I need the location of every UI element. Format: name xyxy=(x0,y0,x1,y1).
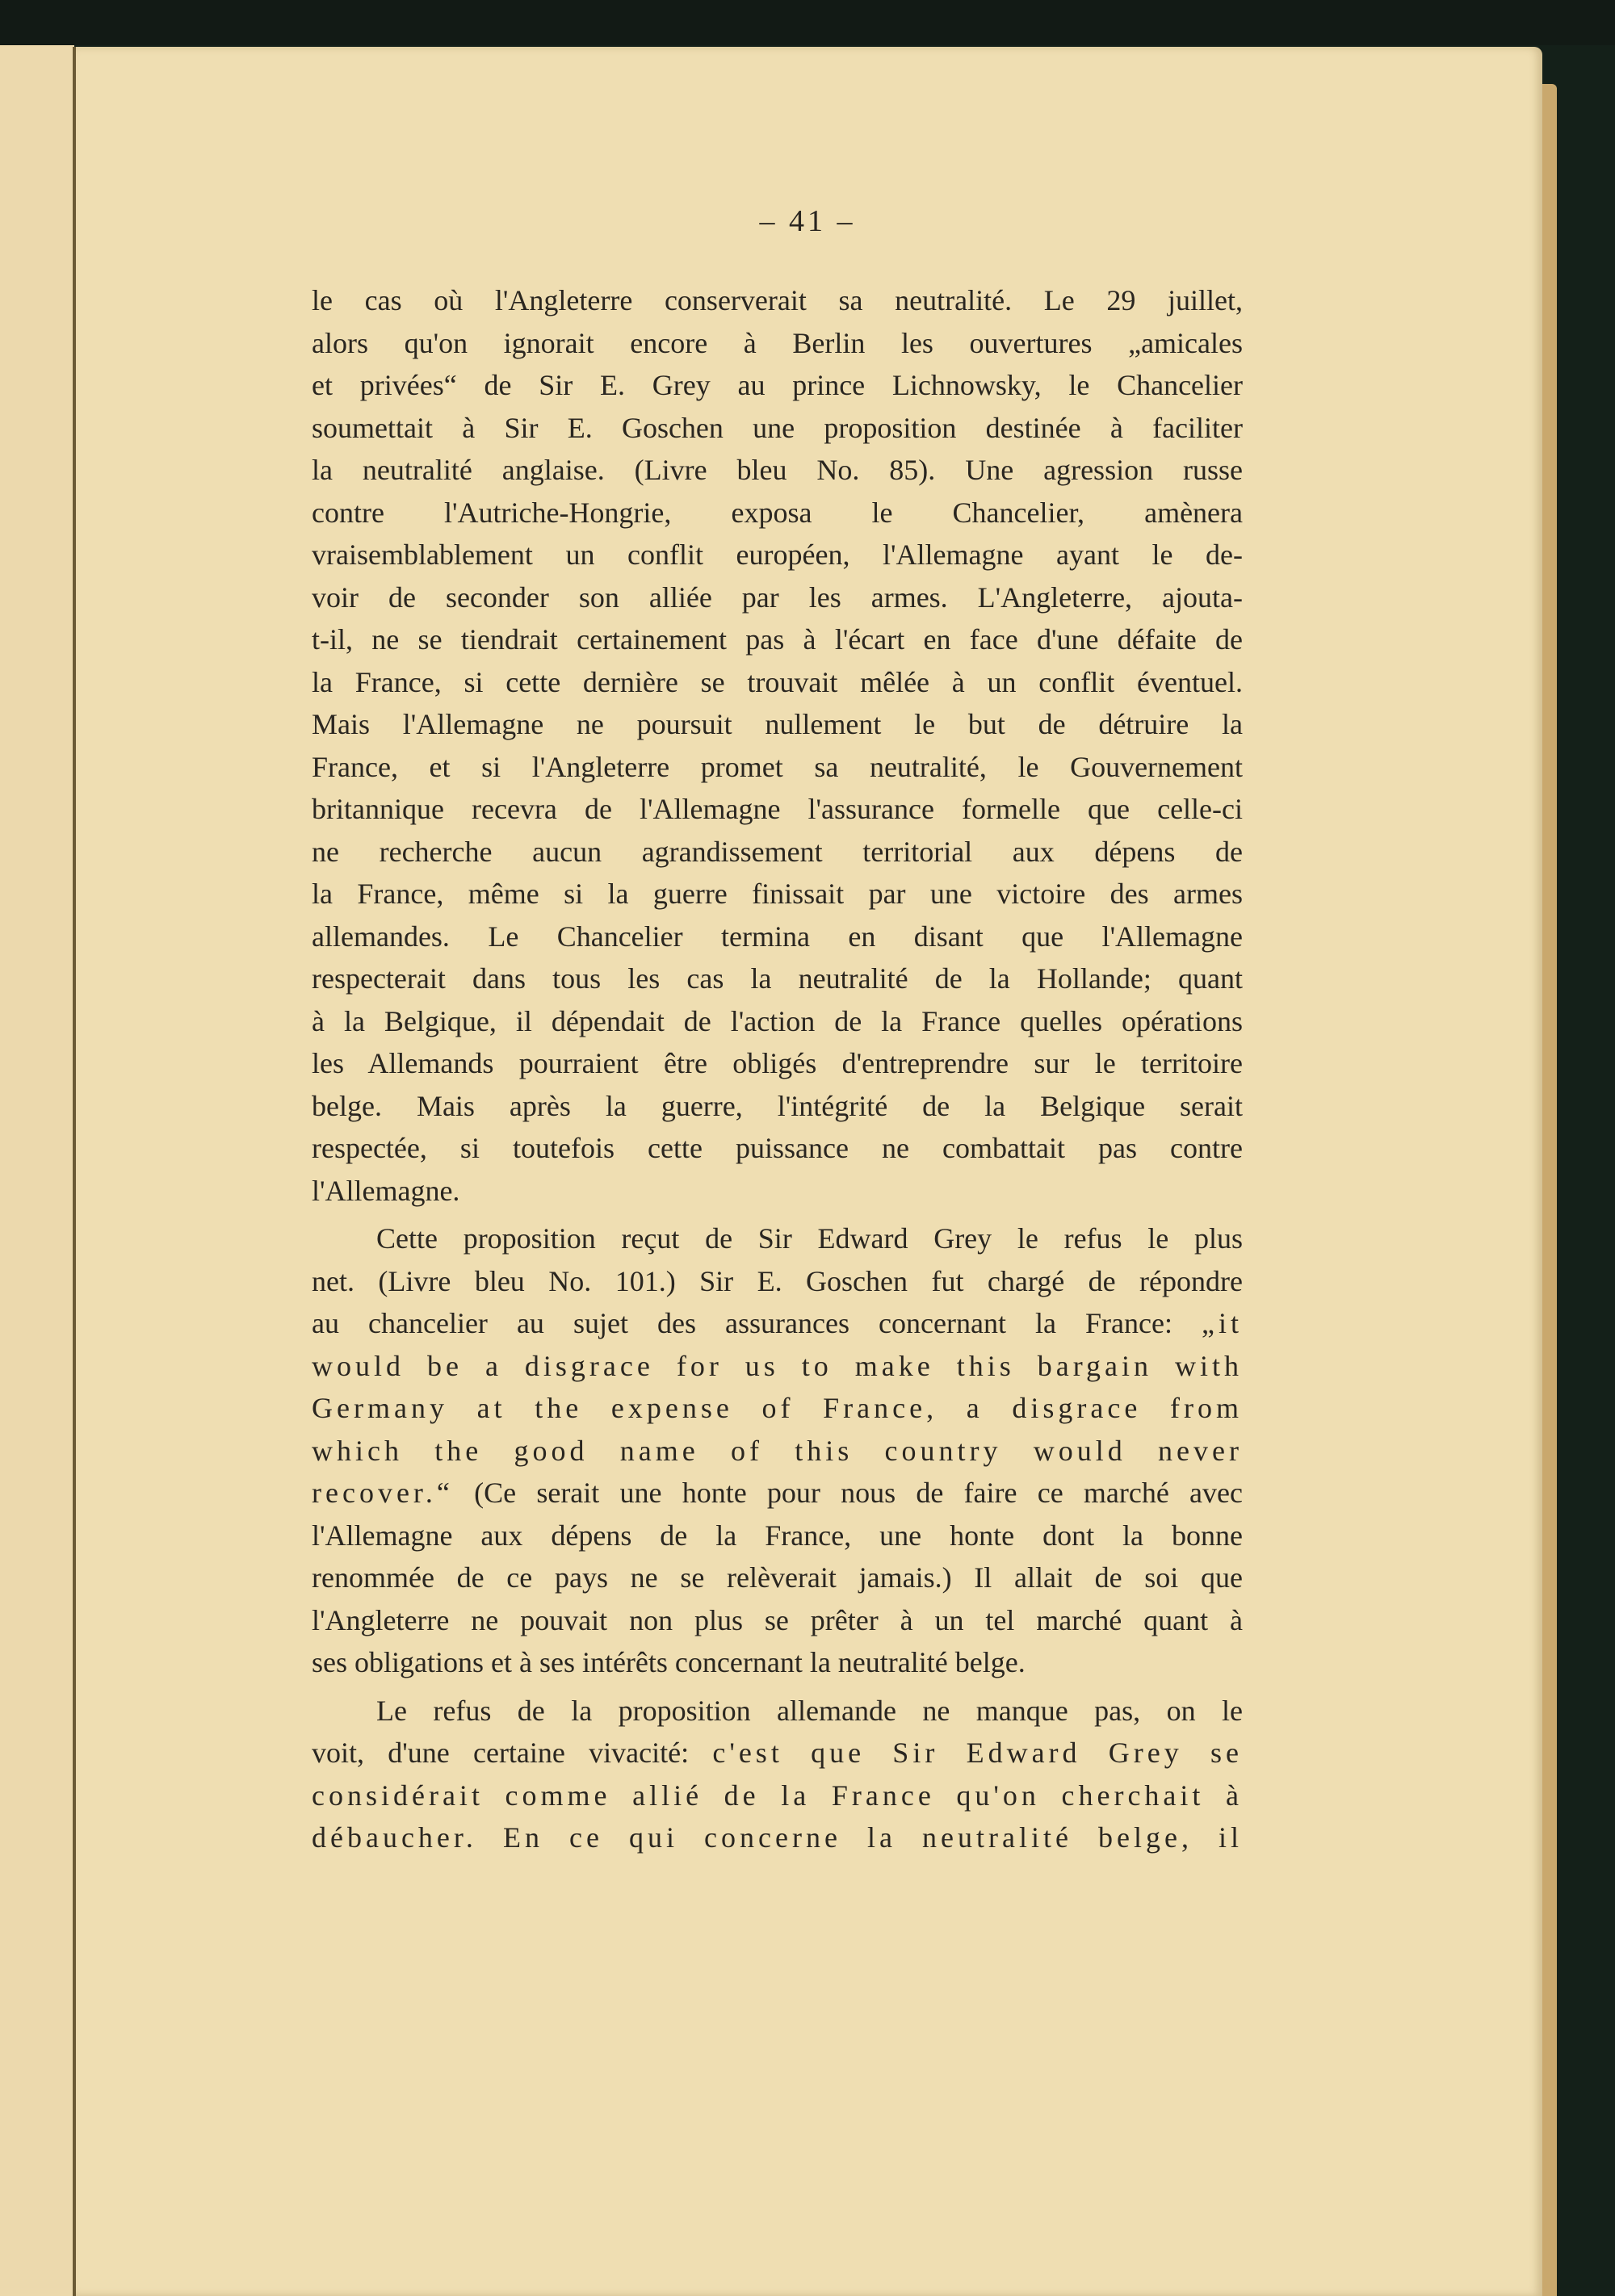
text-line xyxy=(312,703,1243,746)
spaced-text-segment: recover.“ xyxy=(312,1477,454,1509)
text-line xyxy=(312,1690,1243,1732)
text-line xyxy=(312,618,1243,661)
paragraph xyxy=(312,1217,1243,1684)
text-segment: Le refus de la proposition allemande ne manque pas, on le xyxy=(376,1694,1243,1727)
text-line xyxy=(312,1515,1243,1557)
text-line xyxy=(312,1557,1243,1599)
text-line xyxy=(312,364,1243,407)
text-line xyxy=(312,1302,1243,1345)
text-line xyxy=(312,1387,1243,1430)
text-segment: à la Belgique, il dépendait de l'action de la France quelles opérations xyxy=(312,1004,1243,1037)
text-segment: britannique recevra de l'Allemagne l'assurance formelle que celle-ci xyxy=(312,793,1243,825)
text-line xyxy=(312,1472,1243,1515)
text-segment: allemandes. Le Chancelier termina en disant que l'Allemagne xyxy=(312,920,1243,953)
text-segment: le cas où l'Angleterre conserverait sa neutralité. Le 29 juillet, xyxy=(312,284,1243,316)
page-number: – 41 – xyxy=(759,204,856,238)
spaced-text-segment: débaucher. En ce qui concerne la neutralité belge, il xyxy=(312,1821,1243,1854)
spaced-text-segment: would be a disgrace for us to make this bargain with xyxy=(312,1349,1243,1382)
scan-background xyxy=(0,0,1615,45)
spaced-text-segment: considérait comme allié de la France qu'on cherchait à xyxy=(312,1779,1243,1812)
text-segment: net. (Livre bleu No. 101.) Sir E. Goschen fut chargé de répondre xyxy=(312,1264,1243,1297)
paragraph xyxy=(312,1690,1243,1859)
text-segment: vraisemblablement un conflit européen, l'Allemagne ayant le de- xyxy=(312,538,1243,571)
text-line xyxy=(312,915,1243,958)
spaced-text-segment: Germany at the expense of France, a disgrace from xyxy=(312,1392,1243,1424)
text-line xyxy=(312,1816,1243,1859)
text-line xyxy=(312,1430,1243,1473)
text-line xyxy=(312,1170,1243,1213)
text-segment: la France, si cette dernière se trouvait mêlée à un conflit éventuel. xyxy=(312,665,1243,698)
text-line xyxy=(312,957,1243,1000)
text-line xyxy=(312,746,1243,789)
text-segment: et privées“ de Sir E. Grey au prince Lichnowsky, le Chancelier xyxy=(312,369,1243,401)
body-text xyxy=(312,279,1243,1865)
text-line xyxy=(312,1599,1243,1642)
text-line xyxy=(312,1127,1243,1170)
text-line xyxy=(312,1774,1243,1817)
text-segment: la neutralité anglaise. (Livre bleu No. 85). Une agression russe xyxy=(312,454,1243,486)
text-line xyxy=(312,1000,1243,1043)
text-line xyxy=(312,661,1243,704)
text-segment: les Allemands pourraient être obligés d'entreprendre sur le territoire xyxy=(312,1047,1243,1079)
text-line xyxy=(312,873,1243,915)
text-line xyxy=(312,492,1243,534)
text-segment: voir de seconder son alliée par les armes. L'Angleterre, ajouta- xyxy=(312,580,1243,614)
text-segment: la France, même si la guerre finissait par une victoire des armes xyxy=(312,878,1243,910)
text-line xyxy=(312,831,1243,874)
text-segment: France, et si l'Angleterre promet sa neutralité, le Gouvernement xyxy=(312,750,1243,783)
text-segment: respecterait dans tous les cas la neutralité de la Hollande; quant xyxy=(312,962,1243,995)
text-segment: Cette proposition reçut de Sir Edward Grey le refus le plus xyxy=(376,1222,1243,1255)
book-gutter xyxy=(73,47,76,2296)
text-segment: soumettait à Sir E. Goschen une proposition destinée à faciliter xyxy=(312,411,1243,444)
text-line xyxy=(312,407,1243,450)
text-segment: au chancelier au sujet des assurances concernant la France: xyxy=(312,1307,1202,1339)
spaced-text-segment: which the good name of this country would never xyxy=(312,1434,1243,1467)
paragraph xyxy=(312,279,1243,1212)
text-segment: l'Allemagne. xyxy=(312,1174,460,1207)
text-segment: ne recherche aucun agrandissement territorial aux dépens de xyxy=(312,835,1243,868)
text-line xyxy=(312,449,1243,492)
text-line xyxy=(312,1217,1243,1260)
text-line xyxy=(312,1641,1243,1684)
text-segment: voit, d'une certaine vivacité: xyxy=(312,1737,713,1769)
text-line xyxy=(312,1260,1243,1303)
text-segment: belge. Mais après la guerre, l'intégrité de la Belgique serait xyxy=(312,1089,1243,1122)
text-line xyxy=(312,1345,1243,1388)
text-segment: alors qu'on ignorait encore à Berlin les ouvertures „amicales xyxy=(312,326,1243,359)
spaced-text-segment: „it xyxy=(1202,1307,1243,1339)
text-line xyxy=(312,788,1243,831)
text-segment: l'Allemagne aux dépens de la France, une honte dont la bonne xyxy=(312,1519,1243,1552)
text-segment: contre l'Autriche-Hongrie, exposa le Chancelier, amènera xyxy=(312,496,1243,529)
text-segment: respectée, si toutefois cette puissance ne combattait pas contre xyxy=(312,1132,1243,1164)
text-segment: ses obligations et à ses intérêts concernant la neutralité belge. xyxy=(312,1646,1026,1678)
text-line xyxy=(312,534,1243,576)
text-segment: renommée de ce pays ne se relèverait jamais.) Il allait de soi que xyxy=(312,1561,1243,1594)
text-line xyxy=(312,1042,1243,1085)
text-line xyxy=(312,1085,1243,1128)
text-segment: t-il, ne se tiendrait certainement pas à l'écart en face d'une défaite de xyxy=(312,623,1243,656)
text-segment: (Ce serait une honte pour nous de faire ce marché avec xyxy=(453,1477,1243,1509)
text-segment: l'Angleterre ne pouvait non plus se prêter à un tel marché quant à xyxy=(312,1603,1243,1636)
text-segment: Mais l'Allemagne ne poursuit nullement le but de détruire la xyxy=(312,708,1243,740)
spaced-text-segment: c'est que Sir Edward Grey se xyxy=(712,1737,1243,1769)
text-line xyxy=(312,576,1243,619)
previous-page-edge xyxy=(0,45,74,2296)
text-line xyxy=(312,322,1243,365)
text-line xyxy=(312,279,1243,322)
text-line xyxy=(312,1732,1243,1774)
